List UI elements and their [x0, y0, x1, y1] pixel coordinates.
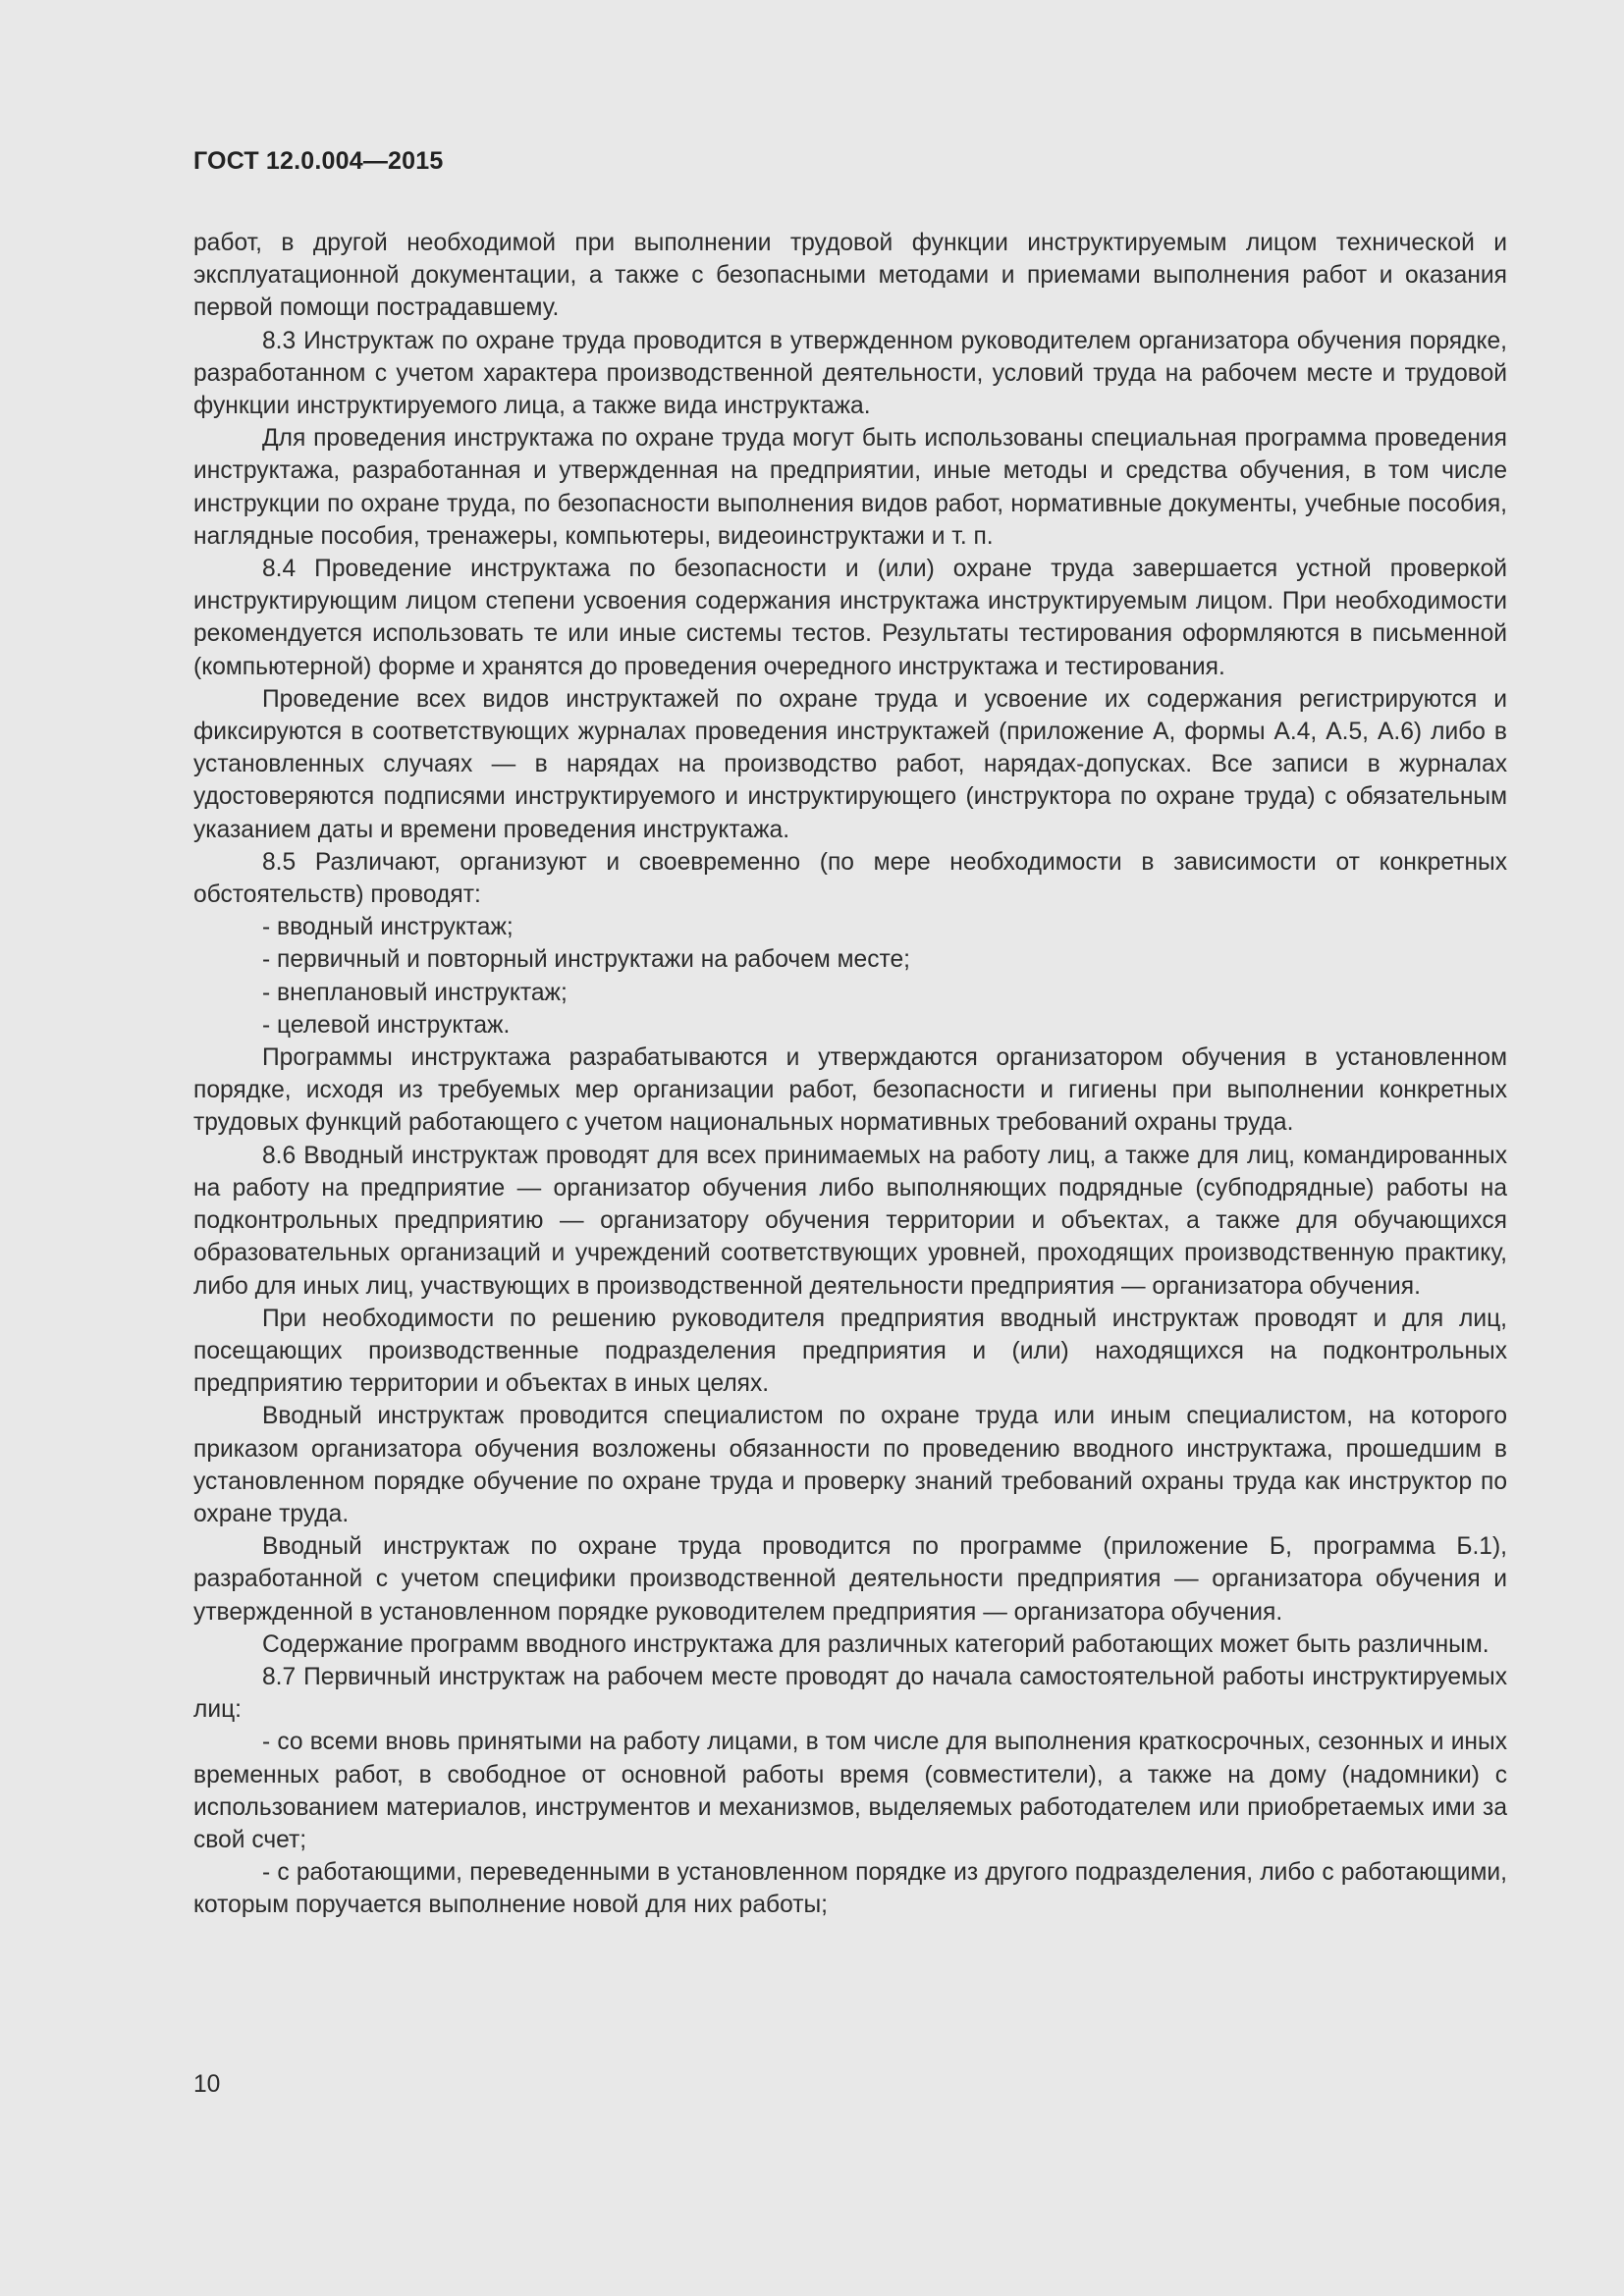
paragraph: При необходимости по решению руководителя предприятия вводный инструктаж проводят и для лиц, посещающих производственные подразделения предприятия и (или) находящихся на подконтрольных предприятию территории и объектах в иных целях.: [193, 1305, 1507, 1398]
paragraph-8-7: 8.7 Первичный инструктаж на рабочем месте проводят до начала самостоятельной работы инструктируемых лиц:: [193, 1663, 1507, 1724]
list-item: - целевой инструктаж.: [262, 1011, 511, 1039]
paragraph-8-6: 8.6 Вводный инструктаж проводят для всех принимаемых на работу лиц, а также для лиц, командированных на работу на предприятие — организатор обучения либо выполняющих подрядные (субподрядные) работы на подконтрольных предприятию — организатору обучения территории и объектах, а также для обучающихся образовательных организаций и учреждений соответствующих уровней, проходящих производственную практику, либо для иных лиц, участвующих в производственной деятельности предприятия — организатора обучения.: [193, 1142, 1507, 1300]
paragraph: Для проведения инструктажа по охране труда могут быть использованы специальная программа проведения инструктажа, разработанная и утвержденная на предприятии, иные методы и средства обучения, в том числе инструкции по охране труда, по безопасности выполнения видов работ, нормативные документы, учебные пособия, наглядные пособия, тренажеры, компьютеры, видеоинструктажи и т. п.: [193, 425, 1507, 550]
paragraph-8-5: 8.5 Различают, организуют и своевременно (по мере необходимости в зависимости от конкретных обстоятельств) проводят:: [193, 848, 1507, 909]
list-item: - вводный инструктаж;: [262, 914, 514, 941]
paragraph: Вводный инструктаж по охране труда проводится по программе (приложение Б, программа Б.1), разработанной с учетом специфики производственной деятельности предприятия — организатора обучения и утвержденной в установленном порядке руководителем предприятия — организатора обучения.: [193, 1533, 1507, 1626]
list-item: - со всеми вновь принятыми на работу лицами, в том числе для выполнения краткосрочных, сезонных и иных временных работ, в свободное от основной работы время (совместители), а также на дому (надомники) с использованием материалов, инструментов и механизмов, выделяемых работодателем или приобретаемых ими за свой счет;: [193, 1729, 1507, 1853]
paragraph: Проведение всех видов инструктажей по охране труда и усвоение их содержания регистрируются и фиксируются в соответствующих журналах проведения инструктажей (приложение А, формы А.4, А.5, А.6) либо в установленных случаях — в нарядах на производство работ, нарядах-допусках. Все записи в журналах удостоверяются подписями инструктируемого и инструктирующего (инструктора по охране труда) с обязательным указанием даты и времени проведения инструктажа.: [193, 685, 1507, 843]
paragraph-continuation: работ, в другой необходимой при выполнении трудовой функции инструктируемым лицом технической и эксплуатационной документации, а также с безопасными методами и приемами выполнения работ и оказания первой помощи пострадавшему.: [193, 230, 1507, 322]
paragraph-8-3: 8.3 Инструктаж по охране труда проводится в утвержденном руководителем организатора обучения порядке, разработанном с учетом характера производственной деятельности, условий труда на рабочем месте и трудовой функции инструктируемого лица, а также вида инструктажа.: [193, 327, 1507, 420]
paragraph-8-4: 8.4 Проведение инструктажа по безопасности и (или) охране труда завершается устной проверкой инструктирующим лицом степени усвоения содержания инструктажа инструктируемым лицом. При необходимости рекомендуется использовать те или иные системы тестов. Результаты тестирования оформляются в письменной (компьютерной) форме и хранятся до проведения очередного инструктажа и тестирования.: [193, 556, 1507, 680]
paragraph: Программы инструктажа разрабатываются и утверждаются организатором обучения в установленном порядке, исходя из требуемых мер организации работ, безопасности и гигиены при выполнении конкретных трудовых функций работающего с учетом национальных нормативных требований охраны труда.: [193, 1044, 1507, 1137]
document-header: ГОСТ 12.0.004—2015: [193, 147, 444, 175]
list-item: - с работающими, переведенными в установленном порядке из другого подразделения, либо с работающими, которым поручается выполнение новой для них работы;: [193, 1859, 1507, 1919]
document-body: [193, 227, 1507, 1922]
list-item: - первичный и повторный инструктажи на рабочем месте;: [262, 946, 910, 974]
list-item: - внеплановый инструктаж;: [262, 979, 568, 1006]
page-number: 10: [193, 2071, 221, 2098]
paragraph: Вводный инструктаж проводится специалистом по охране труда или иным специалистом, на которого приказом организатора обучения возложены обязанности по проведению вводного инструктажа, прошедшим в установленном порядке обучение по охране труда и проверку знаний требований охраны труда как инструктор по охране труда.: [193, 1403, 1507, 1527]
paragraph: Содержание программ вводного инструктажа для различных категорий работающих может быть различным.: [262, 1630, 1489, 1658]
